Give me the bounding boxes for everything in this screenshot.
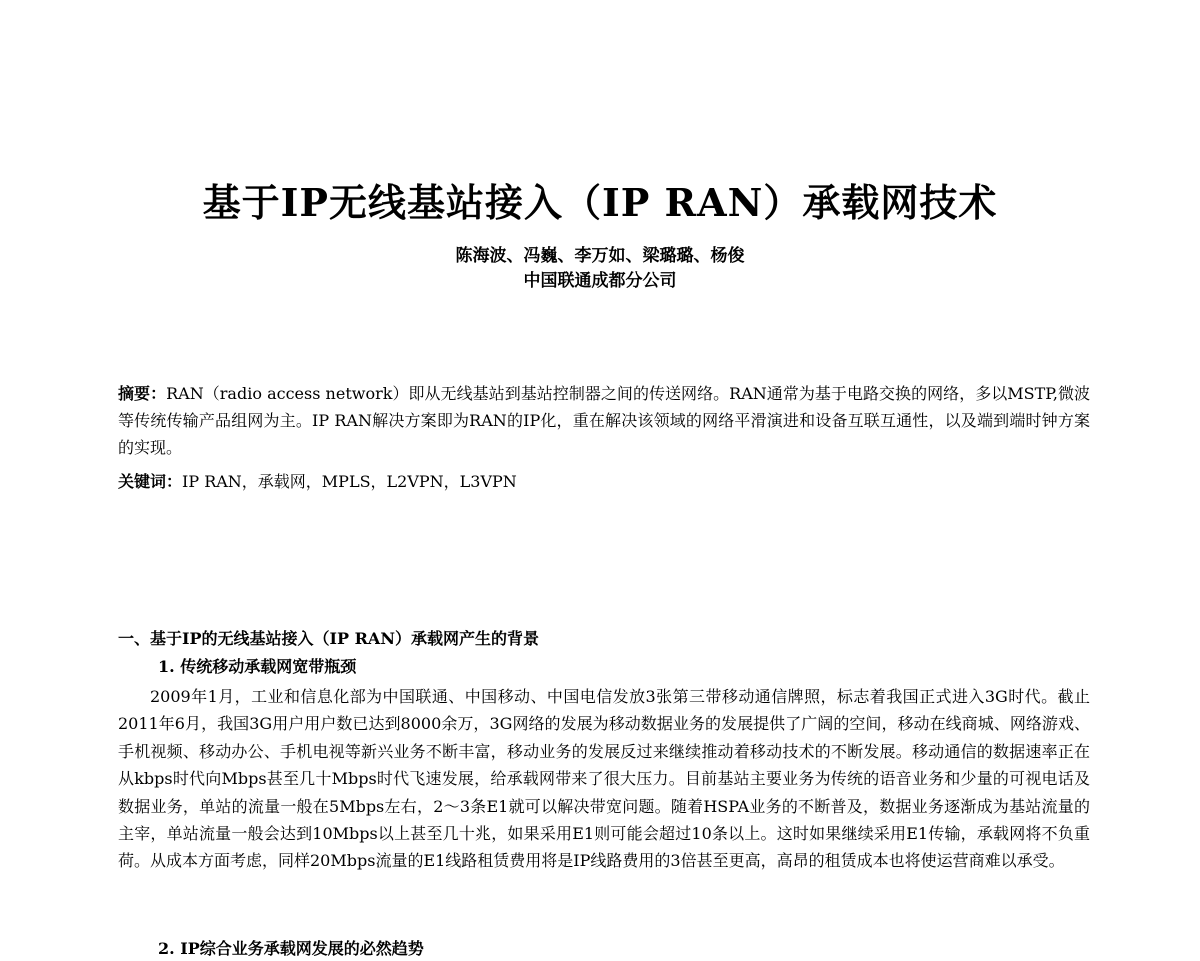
abstract-label: 摘要： — [118, 384, 167, 403]
author-names: 陈海波、冯巍、李万如、梁璐璐、杨俊 — [455, 246, 745, 266]
author-block — [0, 244, 1200, 294]
subsection-heading: 1. 传统移动承载网宽带瓶颈 — [158, 657, 357, 676]
section-heading: 一、基于IP的无线基站接入（IP RAN）承载网产生的背景 — [118, 629, 539, 648]
abstract-text: RAN（radio access network）即从无线基站到基站控制器之间的传送网络。RAN通常为基于电路交换的网络，多以MSTP,微波等传统传输产品组网为主。IP RAN解决方案即为RAN的IP化，重在解决该领域的网络平滑演进和设备互联互通性，以及端到端时钟方案的实现。 — [118, 384, 1090, 457]
paper-title: 基于IP无线基站接入（IP RAN）承载网技术 — [202, 180, 998, 225]
affiliation: 中国联通成都分公司 — [523, 271, 677, 291]
subsection-heading-2: 2. IP综合业务承载网发展的必然趋势 — [158, 939, 424, 958]
keywords-label: 关键词： — [118, 472, 183, 491]
keywords-text: IP RAN，承载网，MPLS，L2VPN，L3VPN — [182, 472, 517, 491]
abstract — [118, 380, 1090, 461]
keywords — [118, 468, 1090, 495]
body-paragraph: 2009年1月，工业和信息化部为中国联通、中国移动、中国电信发放3张第三带移动通信牌照，标志着我国正式进入3G时代。截止2011年6月，我国3G用户用户数已达到8000余万，3G网络的发展为移动数据业务的发展提供了广阔的空间，移动在线商城、网络游戏、手机视频、移动办公、手机电视等新兴业务不断丰富，移动业务的发展反过来继续推动着移动技术的不断发展。移动通信的数据速率正在从kbps时代向Mbps甚至几十Mbps时代飞速发展，给承载网带来了很大压力。目前基站主要业务为传统的语音业务和少量的可视电话及数据业务，单站的流量一般在5Mbps左右，2～3条E1就可以解决带宽问题。随着HSPA业务的不断普及，数据业务逐渐成为基站流量的主宰，单站流量一般会达到10Mbps以上甚至几十兆，如果采用E1则可能会超过10条以上。这时如果继续采用E1传输，承载网将不负重荷。从成本方面考虑，同样20Mbps流量的E1线路租赁费用将是IP线路费用的3倍甚至更高，高昂的租赁成本也将使运营商难以承受。 — [118, 687, 1090, 871]
